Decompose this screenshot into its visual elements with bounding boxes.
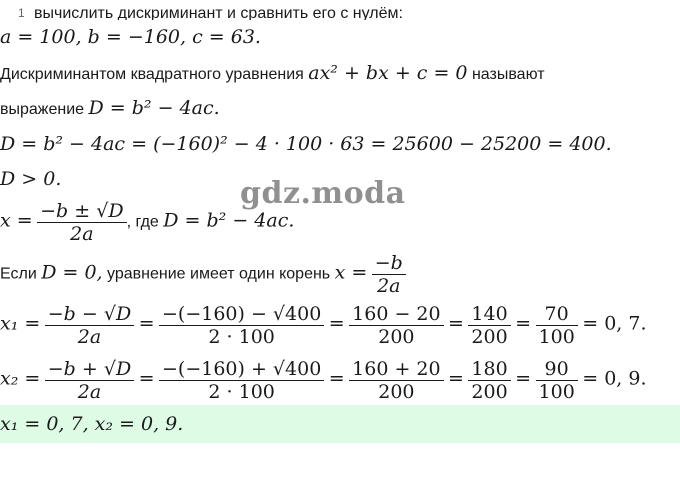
root2-fraction-1 (45, 358, 134, 403)
discriminant-formula: D = b² − 4ac. (88, 97, 220, 119)
roots-numerator: −b ± √D (37, 200, 126, 223)
root1-f1-denominator: 2a (77, 326, 102, 348)
root2-f3-denominator: 200 (378, 381, 415, 403)
root2-f3-numerator: 160 + 20 (349, 358, 443, 381)
discriminant-comparison: D > 0. (0, 168, 62, 190)
zero-case-condition: D = 0, (41, 261, 103, 284)
root2-f5-numerator: 90 (536, 358, 578, 381)
root2-fraction-2 (159, 358, 324, 403)
roots-tail-formula: D = b² − 4ac. (163, 209, 295, 232)
zero-case-block (0, 250, 680, 298)
task-header (0, 0, 680, 20)
zero-case-lhs: x = (334, 261, 368, 284)
roots-lhs: x = (0, 209, 33, 232)
zero-case-text-1: Если (0, 265, 37, 283)
answer-box (0, 405, 680, 443)
root1-lhs: x₁ = (0, 312, 41, 335)
root2-lhs: x₂ = (0, 367, 41, 390)
coefficients-line: a = 100, b = −160, c = 63. (0, 26, 261, 48)
roots-denominator: 2a (70, 223, 94, 245)
root2-f2-numerator: −(−160) + √400 (159, 358, 324, 381)
root2-fraction-5 (536, 358, 578, 403)
root1-result: = 0, 7. (582, 312, 647, 335)
root2-f1-numerator: −b + √D (45, 358, 134, 381)
definition-tail: называют (471, 66, 545, 83)
root1-line: x₁ = $\frac{-b - √D}{2a}$ = $\frac{-(-160) - √400}{2 \cdot 100}$ = $\frac{160 - 20}{200}$ = $\frac{140}{200}$ = $\frac{70}{100}$ = 0, 7. (0, 303, 647, 348)
root1-f3-denominator: 200 (378, 326, 415, 348)
root1-f2-numerator: −(−160) − √400 (159, 303, 324, 326)
root2-f1-denominator: 2a (77, 381, 102, 403)
root1-fraction-5 (536, 303, 578, 348)
root2-line: x₂ = $\frac{-b + √D}{2a}$ = $\frac{-(-160) + √400}{2 \cdot 100}$ = $\frac{160 + 20}{200}$ = $\frac{180}{200}$ = $\frac{90}{100}$ = 0, 9. (0, 358, 647, 403)
roots-fraction (37, 200, 126, 245)
definition-line-2 (0, 97, 220, 119)
watermark-logo: gdz.moda (240, 176, 406, 211)
root2-f2-denominator: 2 · 100 (208, 381, 275, 403)
root1-fraction-4 (468, 303, 510, 348)
task-number: 1 (18, 6, 25, 20)
root2-block (0, 356, 680, 405)
root2-f4-numerator: 180 (468, 358, 510, 381)
root1-f3-numerator: 160 − 20 (349, 303, 443, 326)
root2-result: = 0, 9. (582, 367, 647, 390)
definition-text: Дискриминантом квадратного уравнения (0, 66, 304, 83)
zero-case-line (0, 252, 406, 297)
root1-fraction-3 (349, 303, 443, 348)
quadratic-equation: ax² + bx + c = 0 (308, 62, 468, 84)
root1-fraction-2 (159, 303, 324, 348)
root1-f4-numerator: 140 (468, 303, 510, 326)
roots-tail-text: , где (126, 213, 159, 231)
root1-f2-denominator: 2 · 100 (208, 326, 275, 348)
root2-fraction-4 (468, 358, 510, 403)
roots-formula (0, 200, 294, 245)
answer-text: x₁ = 0, 7, x₂ = 0, 9. (0, 413, 184, 435)
root1-fraction-1 (45, 303, 134, 348)
zero-case-numerator: −b (372, 252, 406, 275)
root2-f5-denominator: 100 (538, 381, 575, 403)
root1-f5-numerator: 70 (536, 303, 578, 326)
definition-line-1 (0, 62, 545, 84)
definition-text-2: выражение (0, 101, 85, 118)
root1-f4-denominator: 200 (471, 326, 508, 348)
root1-f1-numerator: −b − √D (45, 303, 134, 326)
root2-fraction-3 (349, 358, 443, 403)
zero-case-fraction (372, 252, 406, 297)
zero-case-text-2: уравнение имеет один корень (107, 265, 331, 283)
root2-f4-denominator: 200 (471, 381, 508, 403)
task-title: вычислить дискриминант и сравнить его с нулём: (34, 5, 403, 20)
root1-f5-denominator: 100 (538, 326, 575, 348)
discriminant-calculation: D = b² − 4ac = (−160)² − 4 · 100 · 63 = 25600 − 25200 = 400. (0, 133, 612, 155)
zero-case-denominator: 2a (377, 275, 401, 297)
